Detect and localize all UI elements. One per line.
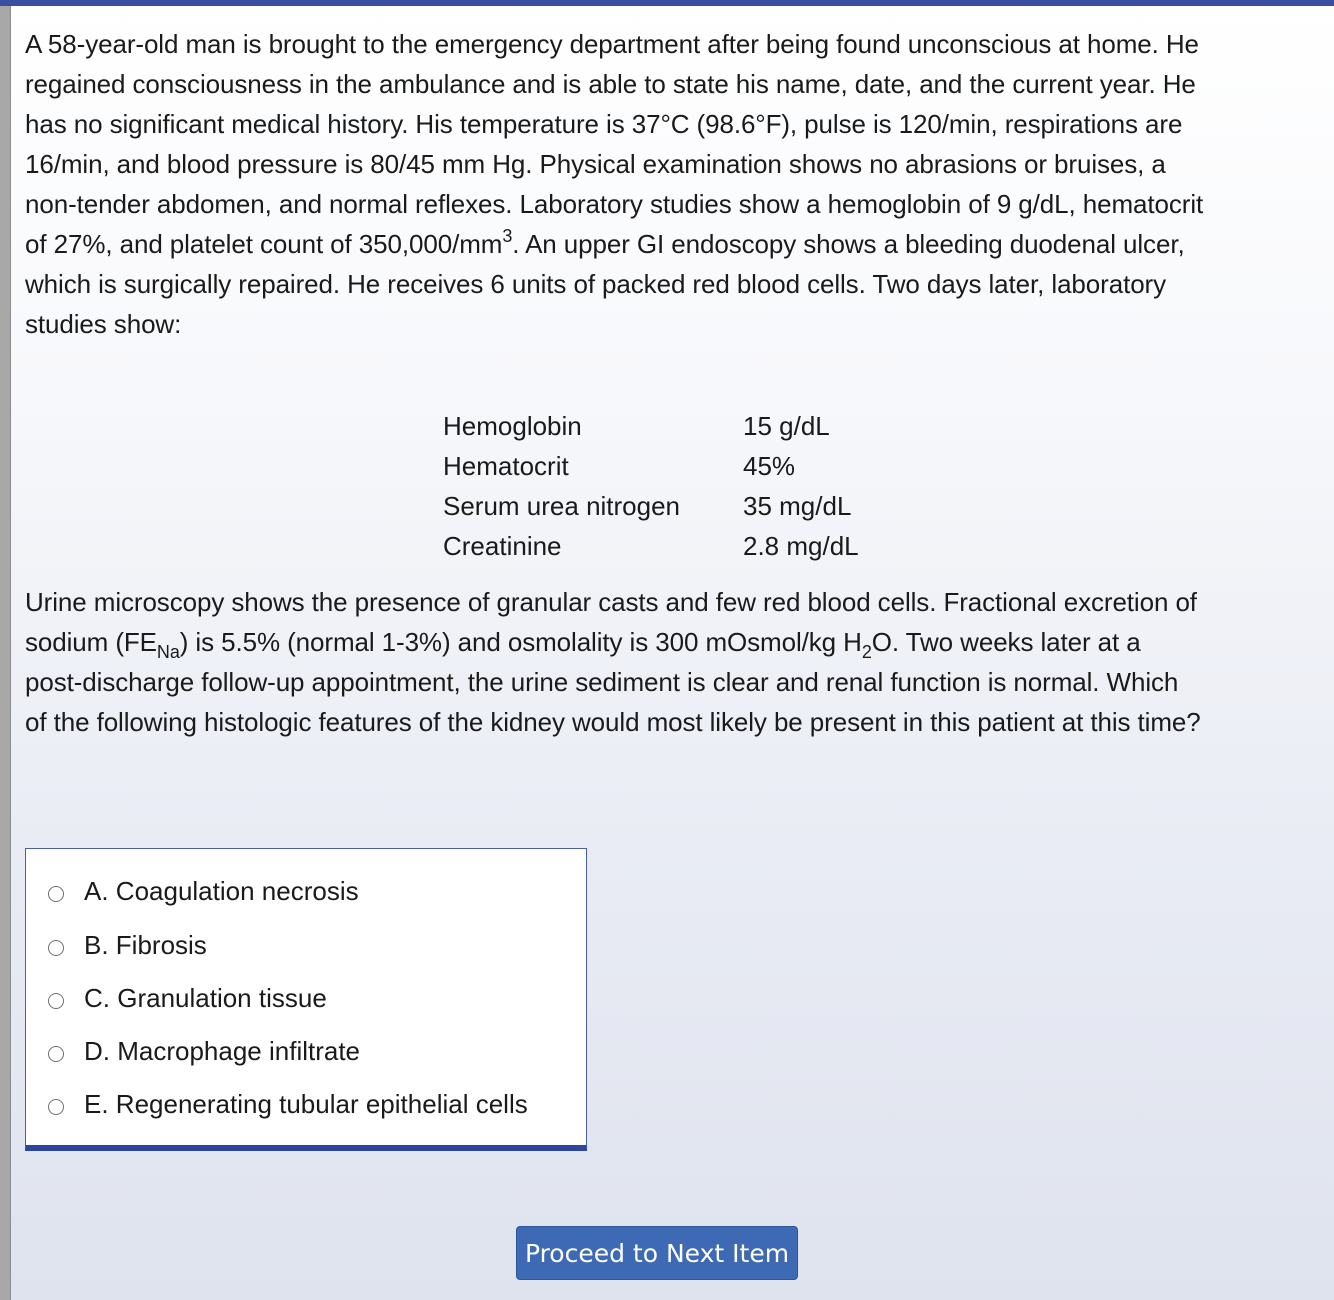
lab-row — [443, 406, 859, 446]
option-label: E. Regenerating tubular epithelial cells — [84, 1088, 528, 1119]
question-stem-paragraph-2 — [25, 582, 1205, 742]
question-content — [25, 24, 1205, 737]
option-label: D. Macrophage infiltrate — [84, 1035, 361, 1066]
radio-button-icon[interactable] — [48, 993, 64, 1009]
lab-value: 45% — [743, 450, 796, 481]
lab-row — [443, 526, 859, 566]
option-label: A. Coagulation necrosis — [84, 875, 359, 906]
lab-name: Hemoglobin — [443, 410, 582, 441]
stem-subscript-na: Na — [156, 642, 180, 662]
answer-option-e[interactable] — [48, 1084, 528, 1124]
answer-option-a[interactable] — [48, 871, 359, 911]
lab-value: 15 g/dL — [743, 410, 830, 441]
lab-name: Serum urea nitrogen — [443, 490, 681, 521]
lab-name: Creatinine — [443, 530, 562, 561]
stem-text-1-end: . An upper GI endoscopy shows a bleeding duodenal ulcer, which is surgically repaired. He receives 6 units of packed red blood cells. Two days later, laboratory studies show: — [25, 229, 1185, 339]
answer-option-d[interactable] — [48, 1031, 360, 1071]
top-accent-bar — [0, 0, 1334, 6]
stem-text-2b: ) is 5.5% (normal 1-3%) and osmolality is 300 mOsmol/kg H — [179, 627, 862, 657]
answer-option-b[interactable] — [48, 925, 207, 965]
lab-name: Hematocrit — [443, 450, 569, 481]
lab-value: 2.8 mg/dL — [743, 530, 859, 561]
radio-button-icon[interactable] — [48, 1046, 64, 1062]
left-scrollbar-strip — [0, 6, 11, 1300]
lab-results-table — [443, 406, 859, 566]
question-stem-paragraph-1 — [25, 24, 1205, 344]
stem-subscript-2: 2 — [861, 642, 872, 662]
option-label: B. Fibrosis — [84, 929, 207, 960]
lab-row — [443, 446, 859, 486]
radio-button-icon[interactable] — [48, 940, 64, 956]
answer-option-c[interactable] — [48, 978, 327, 1018]
option-label: C. Granulation tissue — [84, 982, 327, 1013]
stem-text-2a: Urine microscopy shows the presence of granular casts and few red blood cells. Fractional excretion of sodium (FE — [25, 587, 1197, 657]
stem-superscript: 3 — [502, 226, 513, 246]
stem-text-2c: O. Two weeks later at a post-discharge follow-up appointment, the urine sediment is clear and renal function is normal. Which of the following histologic features of the kidney would most likely be present in this patient at this time? — [25, 627, 1201, 737]
radio-button-icon[interactable] — [48, 1099, 64, 1115]
answer-options-box — [25, 848, 587, 1151]
lab-value: 35 mg/dL — [743, 490, 852, 521]
radio-button-icon[interactable] — [48, 886, 64, 902]
lab-row — [443, 486, 859, 526]
proceed-next-item-button[interactable]: Proceed to Next Item — [516, 1226, 798, 1280]
stem-text-1: A 58-year-old man is brought to the emergency department after being found unconscious at home. He regained consciousness in the ambulance and is able to state his name, date, and the current year. He has no significant medical history. His temperature is 37°C (98.6°F), pulse is 120/min, respirations are 16/min, and blood pressure is 80/45 mm Hg. Physical examination shows no abrasions or bruises, a non-tender abdomen, and normal reflexes. Laboratory studies show a hemoglobin of 9 g/dL, hematocrit of 27%, and platelet count of 350,000/mm — [25, 29, 1204, 259]
